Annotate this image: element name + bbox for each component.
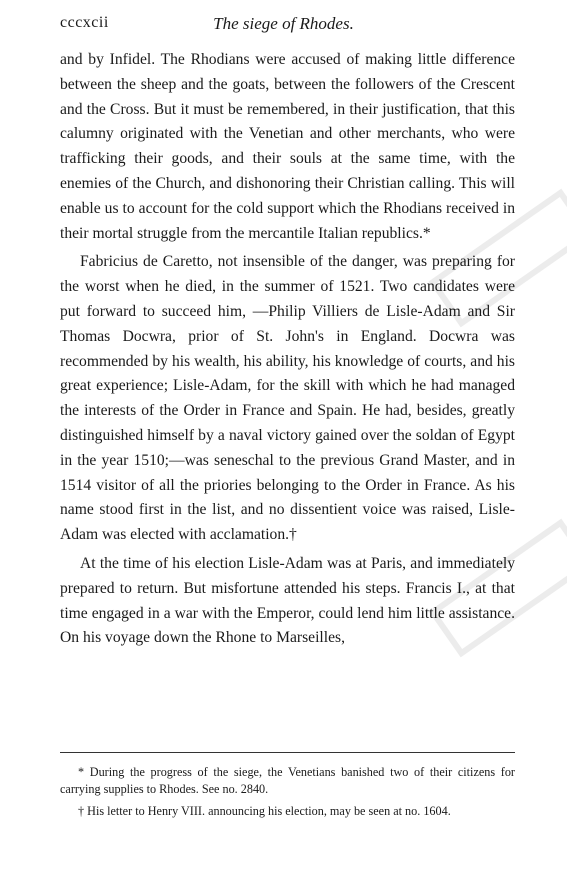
body-text [60,48,515,651]
footnote: † His letter to Henry VIII. announcing his election, may be seen at no. 1604. [78,804,451,819]
footnote-divider [60,752,515,753]
footnotes [60,764,515,826]
paragraph: and by Infidel. The Rhodians were accused of making little difference between the sheep and the goats, between the followers of the Crescent and the Cross. But it must be remembered, in their justification, that this calumny originated with the Venetian and other merchants, who were trafficking their goods, and their souls at the same time, with the enemies of the Church, and dishonoring their Christian calling. This will enable us to account for the cold support which the Rhodians received in their mortal struggle from the mercantile Italian republics.* [60,51,515,242]
page-header [60,14,507,36]
footnote: * During the progress of the siege, the Venetians banished two of their citizens for carrying supplies to Rhodes. See no. 2840. [60,765,515,797]
paragraph: At the time of his election Lisle-Adam was at Paris, and immediately prepared to return. But misfortune attended his steps. Francis I., at that time engaged in a war with the Emperor, could lend him little assistance. On his voyage down the Rhone to Marseilles, [60,554,515,647]
paragraph: Fabricius de Caretto, not insensible of the danger, was preparing for the worst when he died, in the summer of 1521. Two candidates were put forward to succeed him, —Philip Villiers de Lisle-Adam and Sir Thomas Docwra, prior of St. John's in England. Docwra was recommended by his wealth, his ability, his knowledge of courts, and his great experience; Lisle-Adam, for the skill with which he had managed the interests of the Order in France and Spain. He had, besides, greatly distinguished himself by a naval victory gained over the soldan of Egypt in the year 1510;—was seneschal to the previous Grand Master, and in 1514 visitor of all the priories belonging to the Order in France. As his name stood first in the list, and no dissentient voice was raised, Lisle-Adam was elected with acclamation.† [60,253,515,544]
running-title: The siege of Rhodes. [213,14,354,33]
page-number: cccxcii [60,14,109,31]
